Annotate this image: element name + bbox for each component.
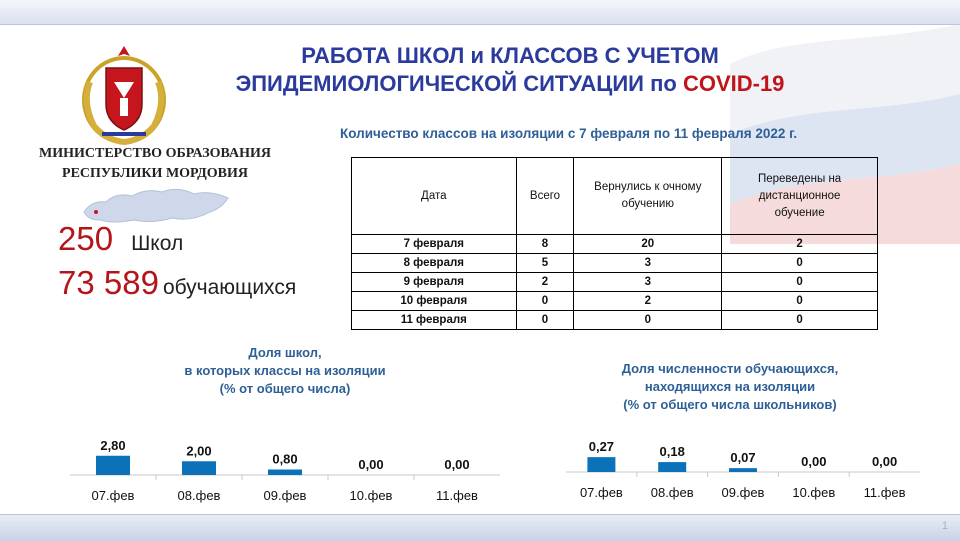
chart-2-bar	[587, 457, 615, 472]
cell-date: 8 февраля	[352, 254, 517, 273]
top-bar	[0, 0, 960, 25]
chart-2-bar	[658, 462, 686, 472]
isolation-table	[351, 157, 878, 330]
chart-2-value-label: 0,00	[801, 454, 827, 469]
schools-count: 250	[58, 220, 114, 257]
students-label: обучающихся	[162, 276, 297, 299]
ministry-name	[10, 144, 300, 184]
header-date: Дата	[352, 158, 517, 235]
cell-total: 0	[516, 311, 574, 330]
students-stat	[58, 264, 296, 302]
chart-schools-share	[70, 420, 500, 514]
chart-2-value-label: 0,07	[730, 450, 756, 466]
cell-total: 5	[516, 254, 574, 273]
cell-total: 8	[516, 235, 574, 254]
chart-1-title	[130, 344, 440, 398]
chart-1-title-line: Доля школ,	[248, 345, 322, 360]
chart-2-title	[560, 360, 900, 414]
chart-2-value-label: 0,27	[588, 439, 615, 455]
chart-2-category-label: 07.фев	[579, 485, 623, 500]
cell-date: 9 февраля	[352, 273, 517, 292]
chart-1-bar	[96, 456, 130, 475]
chart-2-title-line: Доля численности обучающихся,	[621, 361, 839, 376]
cell-distance: 2	[722, 235, 878, 254]
schools-stat	[58, 220, 183, 258]
chart-1-bar	[182, 461, 216, 475]
header-returned: Вернулись к очному обучению	[574, 158, 722, 235]
table-row	[352, 292, 878, 311]
chart-1-category-label: 07.фев	[91, 488, 135, 503]
chart-2-category-label: 08.фев	[650, 485, 694, 500]
cell-date: 10 февраля	[352, 292, 517, 311]
header-distance: Переведены на дистанционное обучение	[722, 158, 878, 235]
chart-students-svg	[566, 424, 920, 514]
chart-2-category-label: 10.фев	[792, 485, 836, 500]
chart-2-title-line: (% от общего числа школьников)	[623, 397, 837, 412]
chart-2-category-label: 09.фев	[721, 485, 765, 500]
chart-1-value-label: 0,00	[358, 457, 384, 472]
cell-total: 2	[516, 273, 574, 292]
bottom-bar	[0, 514, 960, 541]
ministry-line-1: МИНИСТЕРСТВО ОБРАЗОВАНИЯ	[39, 146, 271, 161]
cell-distance: 0	[722, 311, 878, 330]
chart-1-value-label: 2,80	[100, 437, 126, 453]
cell-distance: 0	[722, 292, 878, 311]
chart-2-bar	[729, 468, 757, 472]
table-caption: Количество классов на изоляции с 7 февраля по 11 февраля 2022 г.	[340, 126, 798, 141]
cell-returned: 0	[574, 311, 722, 330]
chart-1-value-label: 2,00	[186, 443, 212, 459]
title-covid: COVID-19	[682, 71, 785, 96]
chart-2-value-label: 0,18	[659, 444, 685, 460]
title-line-1: РАБОТА ШКОЛ и КЛАССОВ С УЧЕТОМ	[301, 43, 719, 68]
chart-2-value-label: 0,00	[871, 454, 898, 469]
table-row	[352, 254, 878, 273]
students-count: 73 589	[58, 264, 159, 301]
cell-returned: 2	[574, 292, 722, 311]
cell-distance: 0	[722, 273, 878, 292]
chart-1-value-label: 0,00	[444, 457, 470, 472]
chart-1-category-label: 08.фев	[177, 488, 221, 503]
chart-1-category-label: 10.фев	[349, 488, 393, 503]
cell-date: 11 февраля	[352, 311, 517, 330]
cell-date: 7 февраля	[352, 235, 517, 254]
table-row	[352, 235, 878, 254]
chart-1-category-label: 09.фев	[263, 488, 307, 503]
ministry-line-2: РЕСПУБЛИКИ МОРДОВИЯ	[62, 166, 248, 181]
page-title	[150, 42, 870, 98]
chart-schools-svg	[70, 420, 500, 514]
cell-distance: 0	[722, 254, 878, 273]
cell-returned: 20	[574, 235, 722, 254]
schools-label: Школ	[131, 232, 184, 255]
title-line-2-text: ЭПИДЕМИОЛОГИЧЕСКОЙ СИТУАЦИИ по	[235, 71, 677, 96]
chart-students-share	[566, 424, 920, 514]
chart-1-title-line: в которых классы на изоляции	[184, 363, 386, 378]
chart-1-category-label: 11.фев	[436, 488, 478, 503]
cell-returned: 3	[574, 254, 722, 273]
table-row	[352, 311, 878, 330]
chart-2-title-line: находящихся на изоляции	[644, 379, 816, 394]
chart-1-bar	[268, 470, 302, 476]
cell-total: 0	[516, 292, 574, 311]
table-header-row	[352, 158, 878, 235]
cell-returned: 3	[574, 273, 722, 292]
table-row	[352, 273, 878, 292]
page-number: 1	[941, 520, 948, 532]
chart-1-value-label: 0,80	[272, 451, 298, 467]
header-total: Всего	[516, 158, 574, 235]
chart-1-title-line: (% от общего числа)	[219, 381, 351, 396]
title-line-2	[150, 70, 870, 98]
chart-2-category-label: 11.фев	[863, 485, 906, 500]
